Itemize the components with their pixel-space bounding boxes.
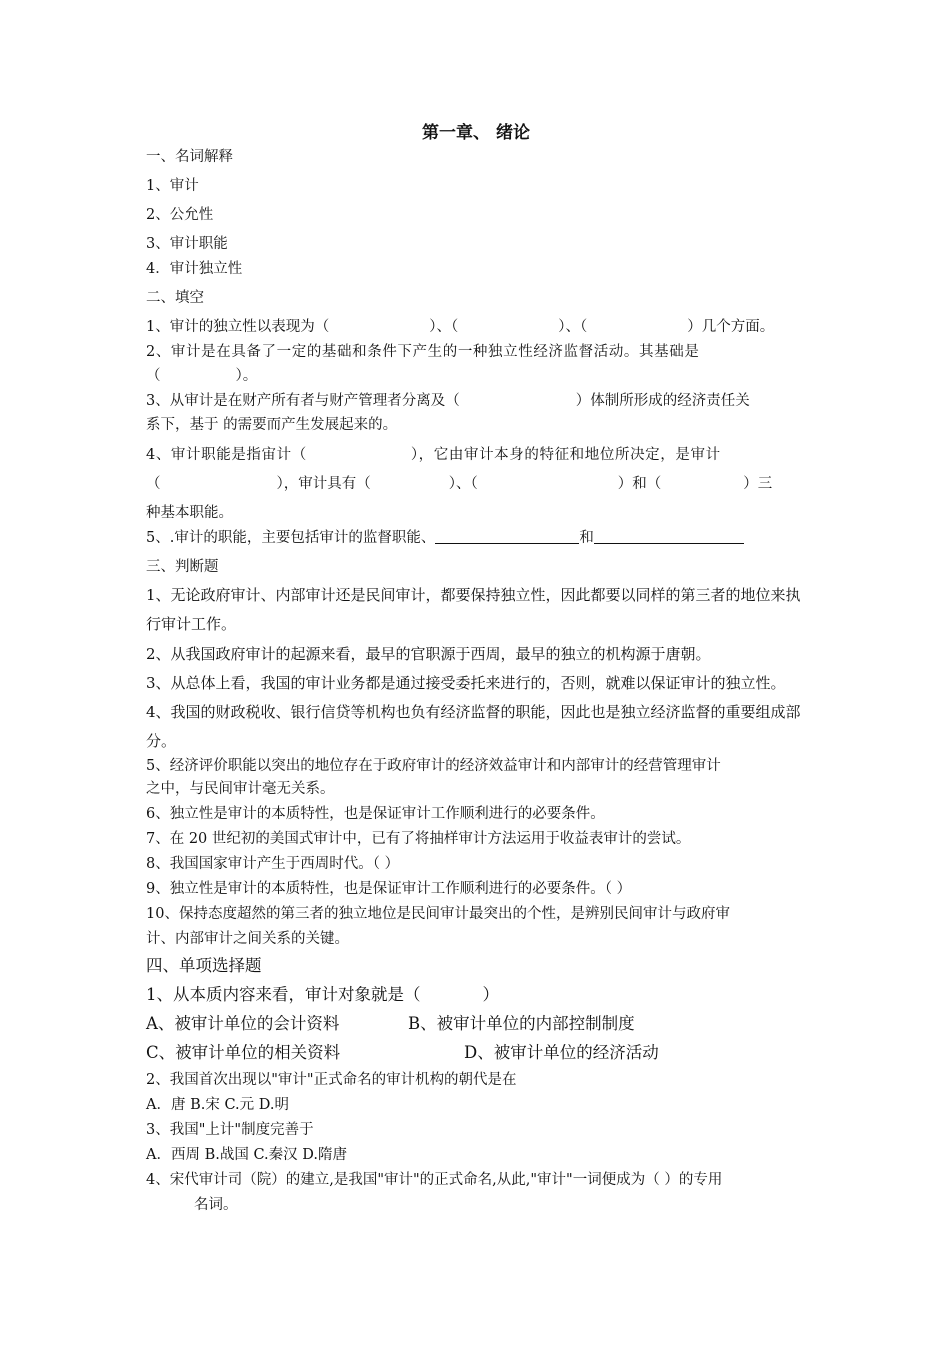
- judgment-question: 2、从我国政府审计的起源来看，最早的官职源于西周，最早的独立的机构源于唐朝。: [146, 645, 711, 663]
- judgment-question: 6、独立性是审计的本质特性，也是保证审计工作顺利进行的必要条件。: [146, 806, 605, 822]
- judgment-question: 7、在 20 世纪初的美国式审计中，已有了将抽样审计方法运用于收益表审计的尝试。: [146, 831, 691, 847]
- answer-blank: [435, 529, 579, 544]
- fill-question-cont: （ ），审计具有（ ）、（ ）和（ ）三: [146, 476, 773, 492]
- judgment-question-cont: 计、内部审计之间关系的关键。: [146, 931, 349, 947]
- judgment-question: 3、从总体上看，我国的审计业务都是通过接受委托来进行的，否则，就难以保证审计的独立性。: [146, 674, 786, 692]
- answer-blank: [594, 529, 744, 544]
- fill-question: 4、审计职能是指宙计（ ），它由审计本身的特征和地位所决定，是审计: [146, 447, 721, 463]
- section-heading: 四、单项选择题: [146, 956, 262, 975]
- choice-question-cont: 名词。: [194, 1197, 238, 1213]
- judgment-question: 8、我国国家审计产生于西周时代。（ ）: [146, 856, 400, 872]
- fill-question: 2、审计是在具备了一定的基础和条件下产生的一种独立性经济监督活动。其基础是: [146, 344, 700, 360]
- judgment-question-cont: 之中，与民间审计毫无关系。: [146, 781, 335, 797]
- term-item: 1、审计: [146, 178, 199, 194]
- chapter-title: 第一章、 绪论: [422, 123, 530, 143]
- choice-question: 1、从本质内容来看，审计对象就是（ ）: [146, 985, 499, 1004]
- fill-question-cont: 系下，基于 的需要而产生发展起来的。: [146, 417, 398, 433]
- judgment-question: 10、保持态度超然的第三者的独立地位是民间审计最突出的个性，是辨别民间审计与政府审: [146, 906, 730, 922]
- fill-question-cont: 种基本职能。: [146, 505, 233, 521]
- choice-options: A．唐 B.宋 C.元 D.明: [146, 1097, 289, 1113]
- judgment-question: 1、无论政府审计、内部审计还是民间审计，都要保持独立性，因此都要以同样的第三者的地位来执: [146, 586, 801, 604]
- judgment-question: 9、独立性是审计的本质特性，也是保证审计工作顺利进行的必要条件。（ ）: [146, 881, 632, 897]
- term-item: 4．审计独立性: [146, 261, 243, 277]
- choice-option: C、被审计单位的相关资料: [146, 1043, 341, 1062]
- section-heading: 一、名词解释: [146, 149, 233, 165]
- section-heading: 二、填空: [146, 290, 204, 306]
- choice-question: 3、我国"上计"制度完善于: [146, 1122, 314, 1138]
- judgment-question: 5、经济评价职能以突出的地位存在于政府审计的经济效益审计和内部审计的经营管理审计: [146, 758, 721, 774]
- judgment-question: 4、我国的财政税收、银行信贷等机构也负有经济监督的职能，因此也是独立经济监督的重要组成部: [146, 703, 801, 721]
- term-item: 2、公允性: [146, 207, 214, 223]
- choice-options: A．西周 B.战国 C.秦汉 D.隋唐: [146, 1147, 347, 1163]
- choice-question: 4、宋代审计司（院）的建立,是我国"审计"的正式命名,从此,"审计"一词便成为（ ）的专用: [146, 1172, 723, 1188]
- fill-question: 1、审计的独立性以表现为（ ）、（ ）、（ ）几个方面。: [146, 319, 775, 335]
- choice-option: B、被审计单位的内部控制制度: [408, 1014, 635, 1033]
- choice-option: A、被审计单位的会计资料: [146, 1014, 340, 1033]
- choice-option: D、被审计单位的经济活动: [464, 1043, 659, 1062]
- fill-question-cont: （ ）。: [146, 368, 258, 384]
- choice-question: 2、我国首次出现以"审计"正式命名的审计机构的朝代是在: [146, 1072, 517, 1088]
- fill-question: 5、.审计的职能，主要包括审计的监督职能、 和: [146, 529, 744, 547]
- section-heading: 三、判断题: [146, 559, 219, 575]
- term-item: 3、审计职能: [146, 236, 228, 252]
- judgment-question-cont: 行审计工作。: [146, 615, 237, 633]
- judgment-question-cont: 分。: [146, 732, 177, 750]
- fill-question: 3、从审计是在财产所有者与财产管理者分离及（ ）体制所形成的经济责任关: [146, 393, 750, 409]
